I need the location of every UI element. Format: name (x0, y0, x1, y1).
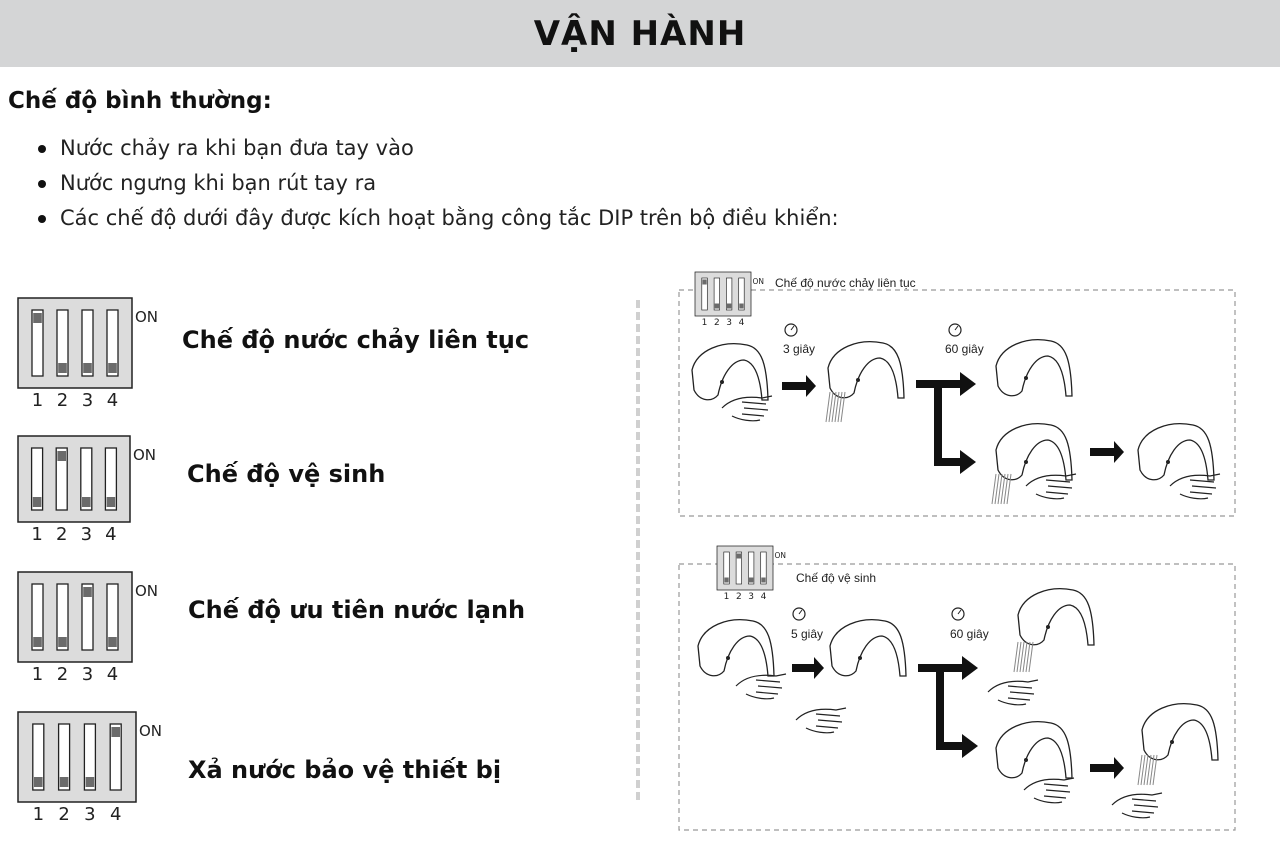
dip-knob (33, 313, 42, 323)
dip-number: 1 (723, 592, 730, 602)
page-title: VẬN HÀNH (533, 13, 747, 54)
dip-number: 3 (81, 390, 94, 411)
diagram-timer-5s: 5 giây (791, 627, 824, 641)
dryer-sensor (720, 380, 724, 384)
dryer-icon (996, 340, 1072, 396)
dip-number: 2 (58, 804, 70, 825)
hand-icon-group (988, 680, 1038, 705)
dip-on-label: ON (135, 308, 159, 326)
dryer-sensor (726, 656, 730, 660)
diagram-caption-sanitary: Chế độ vệ sinh (796, 571, 877, 585)
fork-arrow-icon (918, 656, 978, 758)
list-item: Nước ngưng khi bạn rút tay ra (38, 166, 839, 201)
dip-number: 2 (56, 664, 69, 685)
dip-number: 3 (81, 664, 94, 685)
arrow-right-icon (1090, 757, 1124, 779)
dip-knob (727, 304, 731, 309)
dryer-body (692, 344, 768, 400)
list-item: Các chế độ dưới đây được kích hoạt bằng công tắc DIP trên bộ điều khiển: (38, 201, 839, 236)
dip-on-label: ON (135, 582, 159, 600)
dryer-icon (1138, 424, 1214, 480)
dryer-icon (1018, 589, 1094, 645)
dip-knob (761, 578, 765, 583)
dryer-icon (692, 344, 768, 400)
dip-knob (82, 497, 91, 507)
column-divider (636, 300, 640, 800)
dryer-sensor (1024, 460, 1028, 464)
dip-number: 1 (31, 390, 44, 411)
dip-number: 4 (109, 804, 122, 825)
dip-knob (749, 578, 753, 583)
dip-switch-1 (18, 298, 158, 411)
hand-icon-group (1024, 778, 1074, 803)
dryer-body (830, 620, 906, 676)
fork-arrow-group (918, 656, 978, 758)
dryer-body (828, 342, 904, 398)
diagram-timer-60s-b: 60 giây (950, 627, 989, 641)
diagram-dip-continuous (695, 272, 764, 328)
dryer-sensor (858, 656, 862, 660)
hand-icon-group (1112, 793, 1162, 818)
dip-number: 2 (735, 592, 742, 602)
dip-switch-3 (18, 572, 158, 685)
dip-knob (58, 637, 67, 647)
dip-number: 3 (748, 592, 755, 602)
dip-knob (108, 363, 117, 373)
dip-knob (724, 578, 728, 583)
dip-number: 3 (726, 318, 733, 328)
dip-number: 2 (56, 390, 69, 411)
dryer-icon (828, 342, 904, 398)
hand-icon (736, 674, 786, 699)
dryer-sensor (1170, 740, 1174, 744)
dryer-icon (830, 620, 906, 676)
hand-icon (1112, 793, 1162, 818)
normal-mode-title: Chế độ bình thường: (8, 88, 272, 114)
hand-icon (796, 708, 846, 733)
dip-number: 3 (84, 804, 96, 825)
dip-knob (108, 637, 117, 647)
dryer-body (1138, 424, 1214, 480)
dip-knob (57, 451, 66, 461)
dryer-body (996, 340, 1072, 396)
dryer-icon (698, 620, 774, 676)
dryer-body (996, 424, 1072, 480)
dip-number: 2 (713, 318, 720, 328)
dip-knob (739, 304, 743, 309)
dryer-body (1142, 704, 1218, 760)
dip-switch-4 (18, 712, 162, 825)
mode-label-device-flush: Xả nước bảo vệ thiết bị (188, 756, 502, 784)
arrow-right-icon (792, 657, 824, 679)
dryer-sensor (1166, 460, 1170, 464)
dip-number: 1 (701, 318, 708, 328)
dip-knob (111, 727, 120, 737)
dip-number: 4 (106, 390, 119, 411)
dip-number: 2 (55, 524, 68, 545)
dip-number: 4 (760, 592, 767, 602)
dryer-sensor (856, 378, 860, 382)
fork-arrow-icon (916, 372, 976, 474)
dip-knob (107, 497, 116, 507)
dryer-sensor (1024, 376, 1028, 380)
dryer-body (1018, 589, 1094, 645)
mode-label-continuous: Chế độ nước chảy liên tục (182, 326, 530, 354)
water-icon (1014, 642, 1033, 672)
dip-number: 4 (738, 318, 745, 328)
dryer-icon (996, 424, 1072, 480)
dip-knob (33, 497, 42, 507)
dip-knob (33, 637, 42, 647)
arrow-right-icon (782, 375, 816, 397)
dip-on-label: ON (139, 722, 163, 740)
dryer-icon (1142, 704, 1218, 760)
dip-number: 4 (105, 524, 117, 545)
diagram-timer-3s: 3 giây (783, 342, 816, 356)
dryer-sensor (1024, 758, 1028, 762)
fork-arrow-group (916, 372, 976, 474)
dip-knob (83, 587, 92, 597)
dip-on-label: ON (774, 551, 787, 560)
dip-knob (702, 280, 706, 285)
mode-label-cold-priority: Chế độ ưu tiên nước lạnh (188, 596, 526, 624)
dip-knob (60, 777, 69, 787)
dip-on-label: ON (133, 446, 157, 464)
diagram-caption-continuous: Chế độ nước chảy liên tục (775, 276, 916, 290)
dip-on-label: ON (752, 277, 765, 286)
dip-number: 3 (80, 524, 93, 545)
dip-knob (34, 777, 43, 787)
dip-knob (715, 304, 719, 309)
hand-icon (988, 680, 1038, 705)
dip-number: 1 (31, 524, 43, 545)
dryer-sensor (1046, 625, 1050, 629)
dryer-body (996, 722, 1072, 778)
arrow-right-icon (1090, 441, 1124, 463)
diagram-dip-sanitary (717, 546, 786, 602)
dip-switch-2 (18, 436, 156, 545)
dip-knob (737, 554, 741, 559)
dip-number: 1 (32, 804, 45, 825)
hand-icon (1024, 778, 1074, 803)
dryer-icon (996, 722, 1072, 778)
mode-label-sanitary: Chế độ vệ sinh (187, 460, 386, 488)
dryer-body (698, 620, 774, 676)
hand-icon-group (736, 674, 786, 699)
dip-knob (86, 777, 95, 787)
diagram-timer-60s: 60 giây (945, 342, 984, 356)
list-item: Nước chảy ra khi bạn đưa tay vào (38, 131, 839, 166)
dip-number: 1 (31, 664, 44, 685)
diagram-box-sanitary (679, 564, 1235, 830)
dip-knob (58, 363, 67, 373)
dip-knob (83, 363, 92, 373)
dip-number: 4 (106, 664, 119, 685)
hand-icon-group (796, 708, 846, 733)
